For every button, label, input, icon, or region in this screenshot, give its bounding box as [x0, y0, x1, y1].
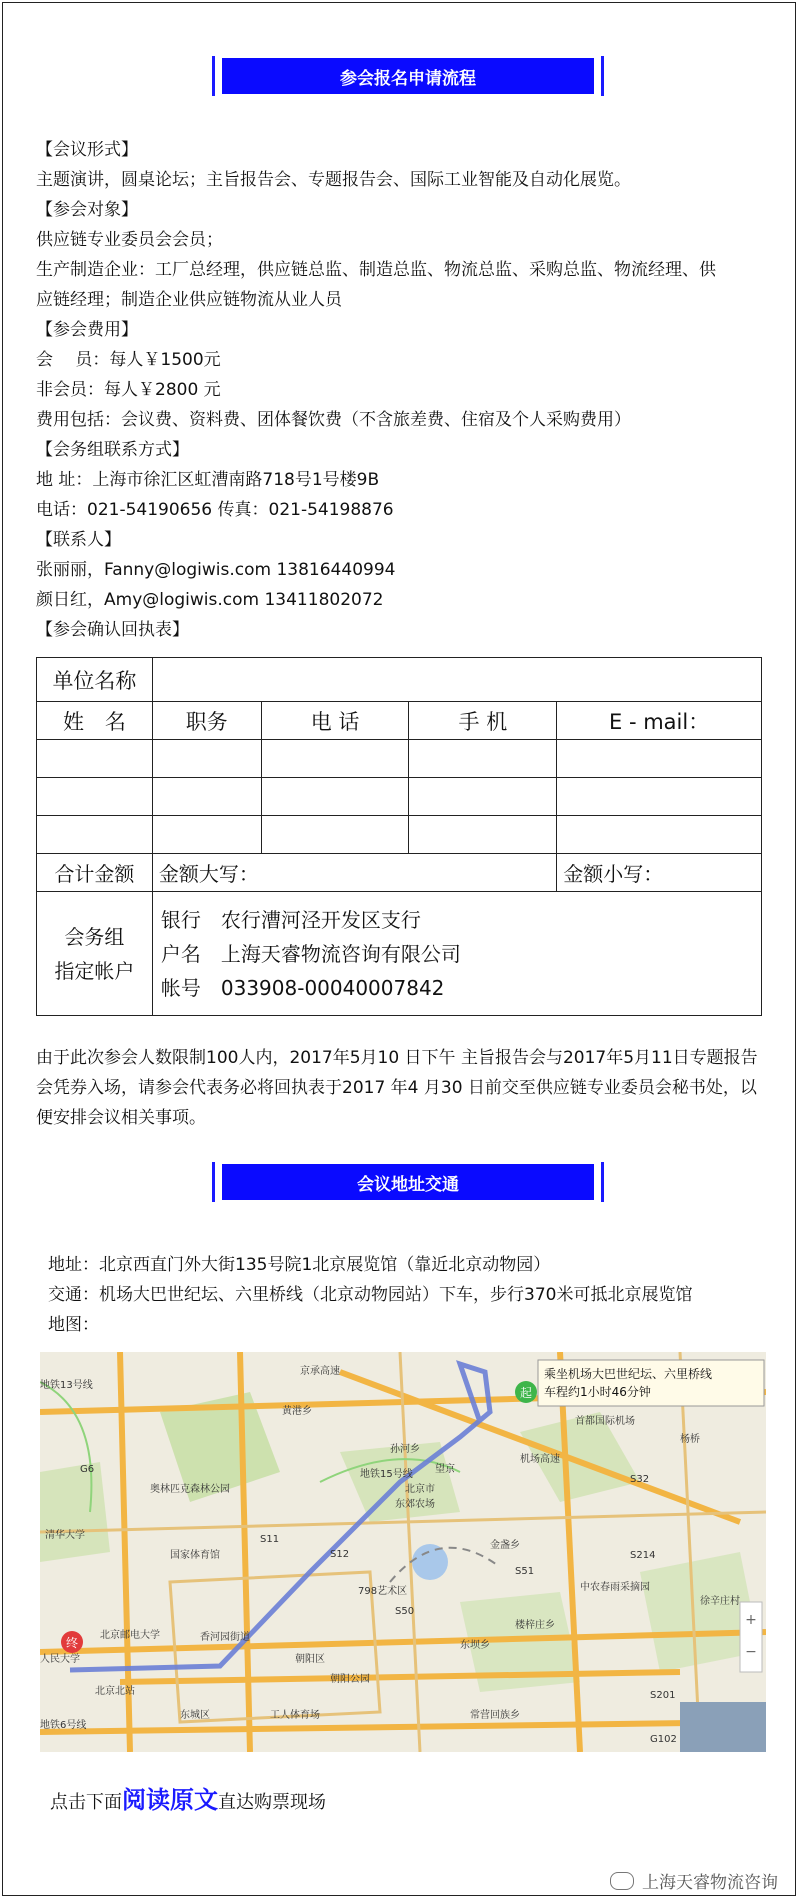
- start-marker-label: 起: [519, 1386, 533, 1400]
- info-line: 【参会对象】: [36, 200, 138, 220]
- map-label: G6: [80, 1464, 95, 1475]
- map-label: 人民大学: [40, 1654, 80, 1665]
- map-label: 朝阳公园: [330, 1674, 370, 1685]
- title-cell[interactable]: [152, 740, 261, 778]
- prompt-prefix: 点击下面: [50, 1792, 122, 1813]
- info-line: 【联系人】: [36, 530, 121, 550]
- info-line: 电话：021-54190656 传真：021-54198876: [36, 500, 394, 520]
- phone-cell[interactable]: [261, 778, 409, 816]
- map-label: 北京北站: [95, 1686, 135, 1697]
- map-label: S214: [630, 1550, 656, 1561]
- map-label: 金盏乡: [490, 1540, 520, 1551]
- info-line: 生产制造企业：工厂总经理，供应链总监、制造总监、物流总监、采购总监、物流经理、供: [36, 260, 716, 280]
- info-line: 【参会确认回执表】: [36, 620, 189, 640]
- info-line: 会 员：每人￥1500元: [36, 350, 221, 370]
- watermark-text: 上海天睿物流咨询: [642, 1873, 778, 1893]
- map-label: S51: [515, 1566, 535, 1577]
- prompt-suffix: 直达购票现场: [218, 1792, 326, 1813]
- unit-name-label: 单位名称: [37, 658, 153, 702]
- map-label: 奥林匹克森林公园: [150, 1484, 230, 1495]
- map-label: 国家体育馆: [170, 1550, 220, 1561]
- col-header-mobile: 手 机: [409, 702, 557, 740]
- map-label: 东城区: [180, 1710, 210, 1721]
- map-label: 孙河乡: [390, 1444, 420, 1455]
- account-name-line: 户名 上海天睿物流咨询有限公司: [160, 941, 461, 966]
- map-label: 北京市: [405, 1484, 435, 1495]
- info-line: 【参会费用】: [36, 320, 138, 340]
- zoom-in-icon: +: [745, 1612, 757, 1628]
- unit-name-field[interactable]: [152, 658, 761, 702]
- read-original-link[interactable]: 阅读原文: [122, 1786, 218, 1814]
- map-label: 朝阳区: [295, 1654, 325, 1665]
- map-zoom-controls[interactable]: [740, 1602, 762, 1672]
- map-label: 北京邮电大学: [100, 1630, 160, 1641]
- section-banner-registration: [212, 56, 604, 96]
- end-marker-label: 终: [65, 1636, 79, 1650]
- name-cell[interactable]: [37, 740, 153, 778]
- info-line: 【会务组联系方式】: [36, 440, 189, 460]
- map-label: 机场高速: [520, 1454, 560, 1465]
- name-cell[interactable]: [37, 778, 153, 816]
- map-label: 香河园街道: [200, 1632, 250, 1643]
- mobile-cell[interactable]: [409, 778, 557, 816]
- wechat-icon: [610, 1872, 634, 1890]
- map-label: S32: [630, 1474, 650, 1485]
- info-line: 费用包括：会议费、资料费、团体餐饮费（不含旅差费、住宿及个人采购费用）: [36, 410, 631, 430]
- title-cell[interactable]: [152, 778, 261, 816]
- map-label: 地铁15号线: [360, 1469, 413, 1480]
- map-label: 工人体育场: [270, 1710, 320, 1721]
- registration-form-table: [36, 657, 762, 1016]
- start-marker: [515, 1381, 537, 1403]
- map-label: 楼梓庄乡: [515, 1620, 555, 1631]
- col-header-title: 职务: [152, 702, 261, 740]
- table-row: [37, 778, 762, 816]
- map-label: 798艺术区: [358, 1586, 408, 1597]
- phone-cell[interactable]: [261, 816, 409, 854]
- col-header-email: E - mail：: [557, 702, 762, 740]
- map-label: S12: [330, 1549, 350, 1560]
- mobile-cell[interactable]: [409, 816, 557, 854]
- info-line: 地 址：上海市徐汇区虹漕南路718号1号楼9B: [36, 470, 380, 490]
- callout-line1: 乘坐机场大巴世纪坛、六里桥线: [544, 1367, 713, 1381]
- map-photo-thumbnail: [680, 1702, 766, 1752]
- notice-paragraph: 由于此次参会人数限制100人内，2017年5月10 日下午 主旨报告会与2017年5月11日专题报告会凭券入场，请参会代表务必将回执表于2017 年4 月30 日前交至供应链专业委员会秘书处，以便安排会议相关事项。: [36, 1048, 758, 1128]
- col-header-phone: 电 话: [261, 702, 409, 740]
- email-cell[interactable]: [557, 778, 762, 816]
- table-row: [37, 816, 762, 854]
- section-banner-venue: [212, 1162, 604, 1202]
- map-label: 东坝乡: [460, 1640, 490, 1651]
- email-cell[interactable]: [557, 740, 762, 778]
- map-label: G102: [650, 1734, 677, 1745]
- map-label: 首都国际机场: [575, 1416, 635, 1427]
- account-label: [37, 892, 153, 1016]
- zoom-out-icon: −: [745, 1644, 757, 1660]
- map-label: 地铁6号线: [40, 1720, 87, 1731]
- map-label: 常营回族乡: [470, 1710, 520, 1721]
- map-label: 东郊农场: [395, 1499, 435, 1510]
- map-label: 望京: [435, 1464, 455, 1475]
- map-label: 清华大学: [45, 1530, 85, 1541]
- col-header-name: 姓 名: [37, 702, 153, 740]
- map-label: 京承高速: [300, 1366, 340, 1377]
- map-label: S11: [260, 1534, 280, 1545]
- total-amount-label: 合计金额: [37, 854, 153, 892]
- amount-upper-label: 金额大写：: [152, 854, 556, 892]
- map-label: 黄港乡: [282, 1406, 312, 1417]
- bank-line: 银行 农行漕河泾开发区支行: [160, 907, 421, 932]
- map-label: 杨桥: [680, 1434, 700, 1445]
- end-marker: [61, 1631, 83, 1653]
- account-details: [152, 892, 761, 1016]
- info-line: 应链经理；制造企业供应链物流从业人员: [36, 290, 342, 310]
- section-title-venue: 会议地址交通: [222, 1164, 594, 1200]
- phone-cell[interactable]: [261, 740, 409, 778]
- info-line: 非会员：每人￥2800 元: [36, 380, 221, 400]
- email-cell[interactable]: [557, 816, 762, 854]
- map-label: 中农春雨采摘园: [580, 1582, 650, 1593]
- map-label: 地图：: [48, 1315, 99, 1335]
- mobile-cell[interactable]: [409, 740, 557, 778]
- map-label: 地铁13号线: [40, 1380, 93, 1391]
- map-label: 徐辛庄村: [700, 1596, 740, 1607]
- transport-line: 交通：机场大巴世纪坛、六里桥线（北京动物园站）下车，步行370米可抵北京展览馆: [48, 1285, 693, 1305]
- table-row: [37, 740, 762, 778]
- amount-lower-label: 金额小写：: [557, 854, 762, 892]
- section-title-registration: 参会报名申请流程: [222, 58, 594, 94]
- account-label-line2: 指定帐户: [54, 958, 135, 983]
- map-label: S201: [650, 1690, 676, 1701]
- map-label: S50: [395, 1606, 415, 1617]
- route-callout: [538, 1360, 764, 1406]
- address-line: 地址：北京西直门外大街135号院1北京展览馆（靠近北京动物园）: [48, 1255, 551, 1275]
- account-label-line1: 会务组: [64, 924, 125, 949]
- route-map[interactable]: [40, 1352, 766, 1752]
- route-map-svg: [40, 1352, 766, 1752]
- read-original-prompt: [50, 1780, 326, 1815]
- account-number-line: 帐号 033908-00040007842: [160, 975, 445, 1000]
- info-line: 颜日红，Amy@logiwis.com 13411802072: [36, 590, 384, 610]
- watermark: [610, 1868, 778, 1893]
- info-line: 供应链专业委员会会员；: [36, 230, 223, 250]
- callout-line2: 车程约1小时46分钟: [544, 1385, 651, 1399]
- info-line: 张丽丽，Fanny@logiwis.com 13816440994: [36, 560, 396, 580]
- name-cell[interactable]: [37, 816, 153, 854]
- info-line: 主题演讲，圆桌论坛；主旨报告会、专题报告会、国际工业智能及自动化展览。: [36, 170, 631, 190]
- title-cell[interactable]: [152, 816, 261, 854]
- info-line: 【会议形式】: [36, 140, 138, 160]
